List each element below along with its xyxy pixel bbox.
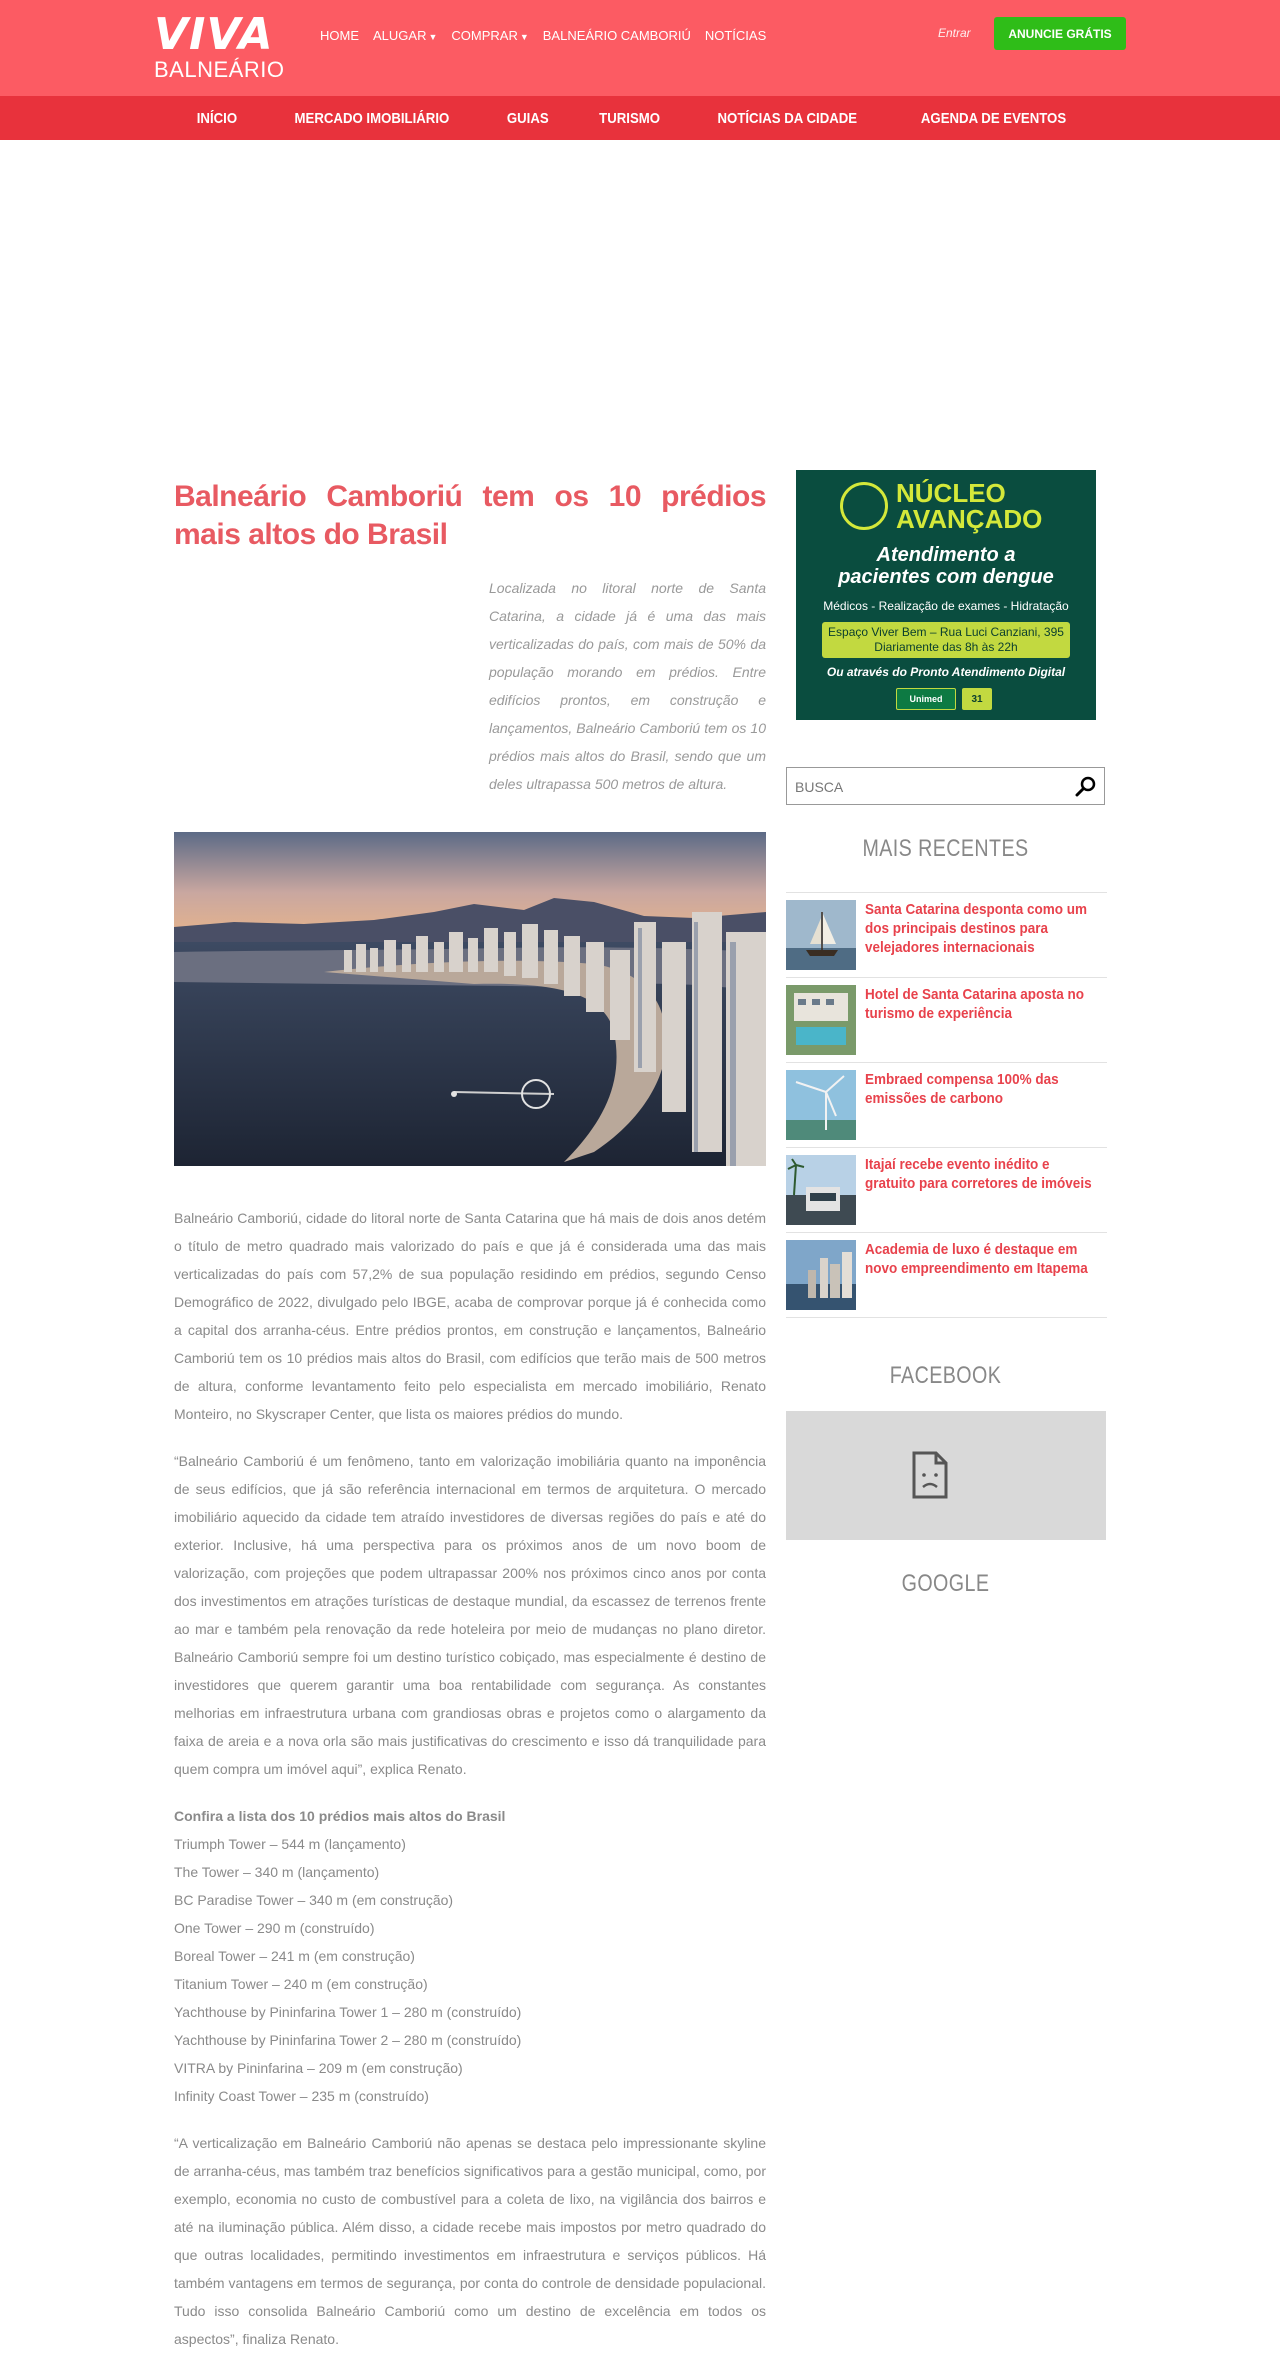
- ad-address: Espaço Viver Bem – Rua Luci Canziani, 395: [828, 625, 1064, 639]
- list-item: Yachthouse by Pininfarina Tower 2 – 280 m (construído): [174, 2032, 522, 2048]
- list-item: Boreal Tower – 241 m (em construção): [174, 1948, 415, 1964]
- top-nav-comprar-label: COMPRAR: [451, 28, 518, 43]
- list-item[interactable]: [786, 1063, 1107, 1148]
- search-input[interactable]: [795, 777, 1065, 797]
- sidebar-ad-banner[interactable]: [796, 470, 1096, 720]
- recent-thumb-hotel-pool[interactable]: [786, 985, 856, 1055]
- search-icon[interactable]: [1075, 776, 1097, 798]
- ad-services: Médicos - Realização de exames - Hidratação: [823, 599, 1069, 613]
- list-item: The Tower – 340 m (lançamento): [174, 1864, 380, 1880]
- article-hero-image: [174, 832, 766, 1166]
- top-nav-alugar-label: ALUGAR: [373, 28, 427, 43]
- top-nav-home[interactable]: HOME: [320, 28, 359, 43]
- list-item: Titanium Tower – 240 m (em construção): [174, 1976, 428, 1992]
- top-nav-balneario[interactable]: BALNEÁRIO CAMBORIÚ: [542, 28, 691, 43]
- article-lead: Localizada no litoral norte de Santa Catarina, a cidade já é uma das mais verticalizadas do país, com mais de 50% da população morando em prédios. Entre edifícios prontos, em construção e lançamentos, Balneário Camboriú tem os 10 prédios mais altos do Brasil, sendo que um deles ultrapassa 500 metros de altura.: [489, 580, 766, 792]
- logo-main-text: VIVA: [154, 9, 274, 60]
- list-item: BC Paradise Tower – 340 m (em construção): [174, 1892, 454, 1908]
- list-item[interactable]: [786, 1148, 1107, 1233]
- article-title: Balneário Camboriú tem os 10 prédios mais altos do Brasil: [174, 480, 766, 551]
- list-title: Confira a lista dos 10 prédios mais altos do Brasil: [174, 1808, 506, 1824]
- ad-address-box: [822, 622, 1070, 658]
- top-header: [0, 0, 1280, 96]
- list-item: VITRA by Pininfarina – 209 m (em construção): [174, 2060, 463, 2076]
- recent-posts-list: [786, 892, 1107, 1318]
- list-item[interactable]: [786, 893, 1107, 978]
- list-item[interactable]: [786, 978, 1107, 1063]
- top-nav-noticias[interactable]: NOTÍCIAS: [704, 28, 767, 43]
- recent-thumb-palm-building[interactable]: [786, 1155, 856, 1225]
- site-logo[interactable]: [154, 9, 285, 84]
- hero-photo: [174, 832, 766, 1166]
- ad-logos: [896, 688, 992, 710]
- list-item: Triumph Tower – 544 m (lançamento): [174, 1836, 406, 1852]
- recent-post-title[interactable]: Academia de luxo é destaque em novo empreendimento em Itapema: [865, 1241, 1088, 1277]
- recent-thumb-city-coast[interactable]: [786, 1240, 856, 1310]
- main-nav-mercado[interactable]: MERCADO IMOBILIÁRIO: [294, 109, 450, 127]
- recent-post-title[interactable]: Itajaí recebe evento inédito e gratuito para corretores de imóveis: [865, 1156, 1092, 1192]
- main-nav-inicio[interactable]: INÍCIO: [196, 109, 238, 127]
- facebook-section-title: FACEBOOK: [889, 1362, 1002, 1389]
- list-item: Infinity Coast Tower – 235 m (construído): [174, 2088, 429, 2104]
- article-paragraph: “Balneário Camboriú é um fenômeno, tanto em valorização imobiliária quanto na imponência de seus edifícios, que já são referência internacional em termos de arquitetura. O mercado imobiliário aquecido da cidade tem atraído investidores de diversas regiões do país e até do exterior. Inclusive, há uma perspectiva para os próximos anos de um novo boom de valorização, com projeções que podem ultrapassar 200% nos próximos cinco anos por conta dos investimentos em atrações turísticas de destaque mundial, da escassez de terrenos frente ao mar e também pela renovação da rede hoteleira por meio de mudanças no plano diretor. Balneário Camboriú sempre foi um destino turístico cobiçado, mas especialmente é destino de investidores que querem garantir uma boa rentabilidade com segurança. As constantes melhorias em infraestrutura urbana com grandiosas obras e projetos como o alargamento da faixa de areia e a nova orla são mais justificativas do crescimento e isso dá tranquilidade para quem compra um imóvel aqui”, explica Renato.: [174, 1453, 766, 1777]
- ad-title-line2: AVANÇADO: [896, 504, 1043, 534]
- unimed-logo: Unimed: [896, 688, 956, 710]
- recent-thumb-sailing-ship[interactable]: [786, 900, 856, 970]
- main-nav: [0, 96, 1280, 140]
- top10-list: [174, 1802, 766, 2110]
- broken-document-icon: [910, 1451, 950, 1499]
- main-nav-turismo[interactable]: TURISMO: [599, 109, 661, 127]
- main-nav-noticias-cidade[interactable]: NOTÍCIAS DA CIDADE: [717, 109, 858, 127]
- article-paragraph: “A verticalização em Balneário Camboriú não apenas se destaca pelo impressionante skyline de arranha-céus, mas também traz benefícios significativos para a gestão municipal, como, por exemplo, economia no custo de combustível para a coleta de lixo, na vigilância dos bairros e até na iluminação pública. Além disso, a cidade recebe mais impostos por metro quadrado do que outras localidades, permitindo investimentos em infraestrutura e serviços públicos. Há também vantagens em termos de segurança, por conta do controle de densidade populacional. Tudo isso consolida Balneário Camboriú como um destino de excelência em todos os aspectos”, finaliza Renato.: [174, 2135, 766, 2347]
- chevron-down-icon: ▼: [428, 32, 438, 42]
- recent-post-title[interactable]: Hotel de Santa Catarina aposta no turismo de experiência: [865, 986, 1085, 1022]
- facebook-embed[interactable]: [786, 1411, 1106, 1540]
- chevron-down-icon: ▼: [519, 32, 529, 42]
- list-item: One Tower – 290 m (construído): [174, 1920, 375, 1936]
- article-paragraph: Balneário Camboriú, cidade do litoral norte de Santa Catarina que há mais de dois anos detém o título de metro quadrado mais valorizado do país e que já é considerada uma das mais verticalizadas do país com 57,2% de sua população residindo em prédios, segundo Censo Demográfico de 2022, divulgado pelo IBGE, acaba de comprovar porque já é conhecida como a capital dos arranha-céus. Entre prédios prontos, em construção e lançamentos, Balneário Camboriú tem os 10 prédios mais altos do Brasil, com edifícios que terão mais de 500 metros de altura, conforme levantamento feito pelo especialista em mercado imobiliário, Renato Monteiro, no Skyscraper Center, que lista os maiores prédios do mundo.: [174, 1210, 766, 1422]
- leaf-logo-icon: [840, 482, 888, 530]
- anniversary-logo: 31: [962, 688, 992, 710]
- top-nav-comprar[interactable]: [451, 28, 528, 43]
- top-nav: [320, 28, 766, 43]
- list-item[interactable]: [786, 1233, 1107, 1318]
- ad-subtitle-line2: pacientes com dengue: [838, 566, 1054, 588]
- login-link[interactable]: Entrar: [938, 26, 971, 40]
- ad-subtitle-line1: Atendimento a: [876, 544, 1016, 566]
- main-nav-guias[interactable]: GUIAS: [506, 109, 549, 127]
- recent-post-title[interactable]: Embraed compensa 100% das emissões de carbono: [865, 1071, 1059, 1107]
- google-section-title: GOOGLE: [901, 1570, 990, 1597]
- top-nav-alugar[interactable]: [373, 28, 437, 43]
- ad-title-line1: NÚCLEO: [896, 478, 1006, 508]
- ad-title: [896, 480, 1042, 532]
- advertise-button[interactable]: ANUNCIE GRÁTIS: [994, 17, 1126, 50]
- logo-sub-text: BALNEÁRIO: [154, 57, 285, 82]
- article-body: [174, 1204, 766, 2372]
- recent-section-title: MAIS RECENTES: [862, 835, 1029, 862]
- recent-post-title[interactable]: Santa Catarina desponta como um dos principais destinos para velejadores internacionais: [865, 901, 1088, 956]
- ad-subtitle: [796, 544, 1096, 588]
- article: [174, 478, 766, 2347]
- ad-hours: Diariamente das 8h às 22h: [874, 640, 1018, 654]
- ad-footer: Ou através do Pronto Atendimento Digital: [826, 665, 1066, 679]
- main-nav-agenda[interactable]: AGENDA DE EVENTOS: [920, 109, 1067, 127]
- recent-thumb-wind-turbine[interactable]: [786, 1070, 856, 1140]
- list-item: Yachthouse by Pininfarina Tower 1 – 280 m (construído): [174, 2004, 522, 2020]
- search-box: [786, 767, 1105, 805]
